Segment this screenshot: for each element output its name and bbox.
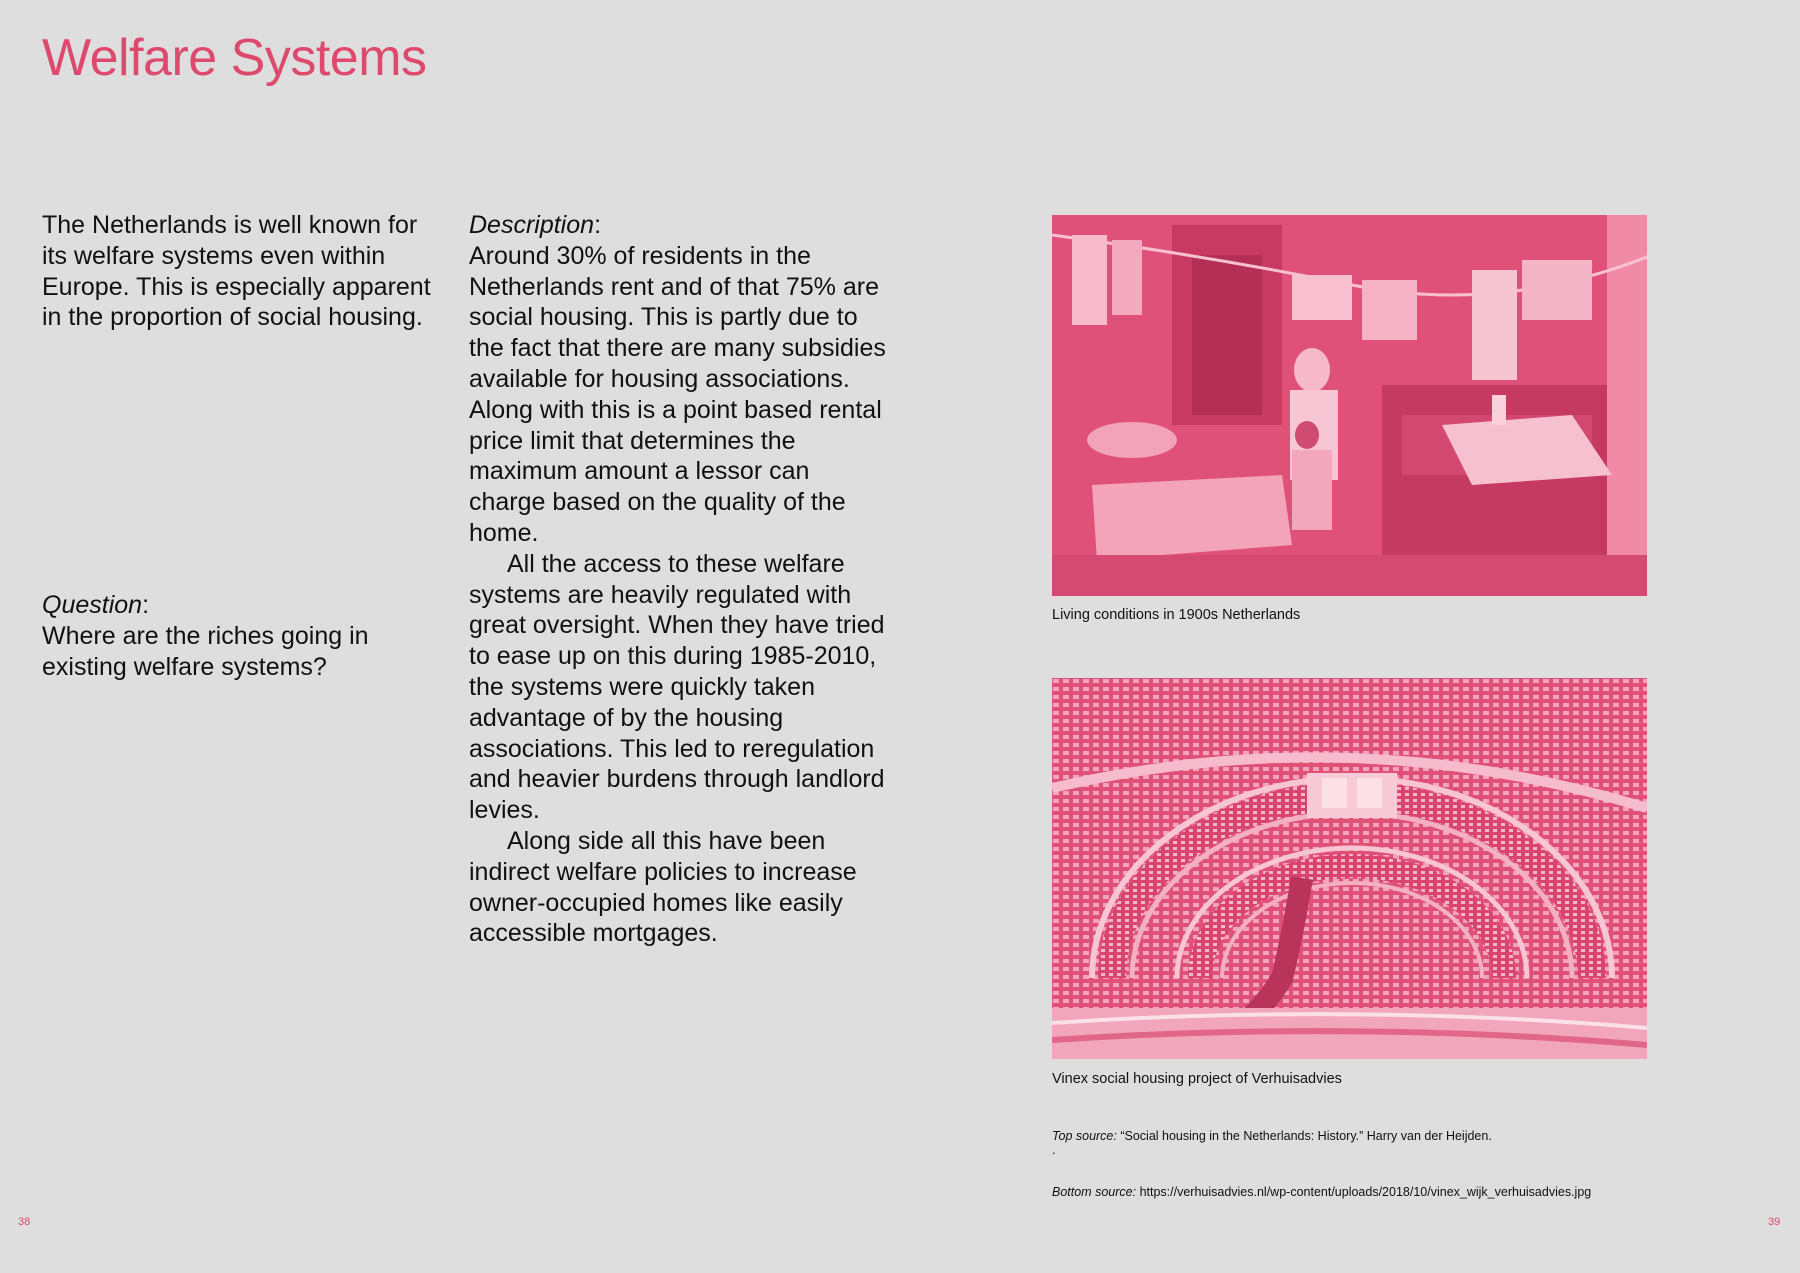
page-number-right: 39 — [1768, 1216, 1781, 1228]
living-conditions-photo — [1052, 215, 1647, 596]
top-source-dot: . — [1052, 1143, 1056, 1157]
description-paragraph-3: Along side all this have been indirect welfare policies to increase owner-occupied homes like easily accessible mortgages. — [469, 826, 857, 948]
top-source-label: Top source: — [1052, 1129, 1117, 1143]
vinex-housing-photo — [1052, 678, 1647, 1059]
bottom-source-label: Bottom source: — [1052, 1185, 1137, 1199]
description-paragraph-1: Around 30% of residents in the Netherlands rent and of that 75% are social housing. This is partly due to the fact that there are many subsidies available for housing associations. Along with this is a point based rental price limit that determines the maximum amount a lessor can charge based on the quality of the home. — [469, 241, 886, 547]
description-heading — [469, 210, 889, 241]
bottom-source-link[interactable]: https://verhuisadvies.nl/wp-content/uploads/2018/10/vinex_wijk_verhuisadvies.jpg — [1139, 1185, 1592, 1199]
question-block — [42, 590, 437, 682]
top-source — [1052, 1129, 1492, 1143]
bottom-image-caption: Vinex social housing project of Verhuisadvies — [1052, 1071, 1342, 1087]
question-colon: : — [142, 591, 150, 619]
question-label: Question — [42, 591, 143, 619]
page-title: Welfare Systems — [42, 29, 427, 87]
living-conditions-illustration — [1052, 215, 1647, 596]
question-heading — [42, 590, 437, 621]
description-label: Description — [469, 211, 595, 239]
description-block — [469, 210, 889, 949]
bottom-source — [1052, 1185, 1591, 1199]
description-colon: : — [594, 211, 602, 239]
intro-paragraph: The Netherlands is well known for its welfare systems even within Europe. This is especially apparent in the proportion of social housing. — [42, 211, 431, 332]
vinex-housing-illustration — [1052, 678, 1647, 1059]
page-number-left: 38 — [18, 1216, 31, 1228]
intro-text — [42, 210, 437, 333]
top-source-text: “Social housing in the Netherlands: History.” Harry van der Heijden. — [1120, 1129, 1492, 1143]
question-text: Where are the riches going in existing welfare systems? — [42, 621, 369, 681]
description-paragraph-2: All the access to these welfare systems are heavily regulated with great oversight. When they have tried to ease up on this during 1985-2010, the systems were quickly taken advantage of by the housing associations. This led to reregulation and heavier burdens through landlord levies. — [469, 549, 885, 825]
top-image-caption: Living conditions in 1900s Netherlands — [1052, 607, 1301, 623]
